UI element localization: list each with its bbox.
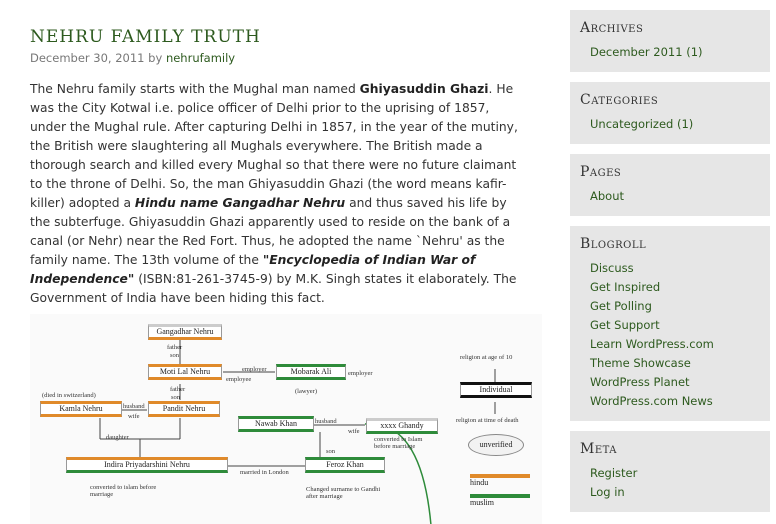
blogroll-link[interactable]: Get Support bbox=[590, 318, 660, 332]
label-son-3: son bbox=[326, 448, 336, 455]
widget-meta bbox=[570, 431, 770, 512]
legend-hindu: hindu bbox=[470, 474, 530, 488]
body-bold-1: Ghiyasuddin Ghazi bbox=[359, 82, 489, 96]
node-motilal: Moti Lal Nehru bbox=[148, 364, 222, 380]
body-bold-3: "Encyclopedia of Indian War of Independence" bbox=[30, 253, 476, 286]
blogroll-link[interactable]: Discuss bbox=[590, 261, 634, 275]
label-converted-2: converted to islam before marriage bbox=[90, 484, 157, 498]
node-feroz: Feroz Khan bbox=[305, 457, 385, 473]
post-title[interactable]: NEHRU FAMILY TRUTH bbox=[30, 27, 261, 47]
legend-individual: Individual bbox=[460, 382, 532, 398]
post-body bbox=[30, 80, 528, 308]
legend-religion-age: religion at age of 10 bbox=[460, 354, 513, 361]
body-text-2: . He was the City Kotwal i.e. police officer of Delhi prior to the uprising of 1857, under the Mughal rule. After capturing Delhi in 1857, in the year of the mutiny, the British were slaughtering all Mughals everywhere. The British made a thorough search and killed every Mughal so that there were no future claimant to the throne of Delhi. So, the man Ghiyasuddin Ghazi (the word means kafir-killer) adopted a bbox=[30, 82, 518, 210]
label-married: married in London bbox=[240, 469, 289, 476]
label-converted-1: converted to Islam before marriage bbox=[374, 436, 423, 450]
post-author-link[interactable]: nehrufamily bbox=[165, 51, 236, 65]
label-employer-right: employer bbox=[348, 370, 373, 377]
blogroll-link[interactable]: WordPress Planet bbox=[590, 375, 690, 389]
label-wife: wife bbox=[128, 413, 140, 420]
body-bold-2: Hindu name Gangadhar Nehru bbox=[134, 196, 346, 210]
post-by: by bbox=[148, 51, 163, 65]
label-husband: husband bbox=[123, 403, 145, 410]
body-text-1: The Nehru family starts with the Mughal man named bbox=[30, 82, 360, 96]
label-son-1: son bbox=[170, 352, 180, 359]
blogroll-link[interactable]: Learn WordPress.com bbox=[590, 337, 714, 351]
node-mobarak: Mobarak Ali bbox=[276, 364, 346, 380]
body-text-3: and thus saved his life by the subterfuge. Ghiyasuddin Ghazi apparently used to reside on the bank of a canal (or Nehr) near the Red Fort. Thus, he adopted the name `Nehru' as the family name. The 13th volume of the bbox=[30, 196, 511, 267]
widget-title-archives: Archives bbox=[580, 20, 644, 36]
post-meta bbox=[30, 50, 550, 66]
label-lawyer: (lawyer) bbox=[295, 388, 318, 395]
node-gangadhar: Gangadhar Nehru bbox=[148, 324, 222, 340]
widget-title-pages: Pages bbox=[580, 164, 622, 180]
widget-title-categories: Categories bbox=[580, 92, 659, 108]
label-son-2: son bbox=[171, 394, 181, 401]
post-date: December 30, 2011 bbox=[30, 51, 145, 65]
blogroll-link[interactable]: Get Polling bbox=[590, 299, 652, 313]
widget-categories bbox=[570, 82, 770, 144]
meta-link-login[interactable]: Log in bbox=[590, 485, 625, 499]
meta-link-register[interactable]: Register bbox=[590, 466, 638, 480]
post bbox=[30, 26, 550, 308]
label-employer-top: employer bbox=[242, 366, 267, 373]
widget-title-meta: Meta bbox=[580, 441, 617, 457]
label-father-2: father bbox=[170, 386, 186, 393]
node-kamla: Kamla Nehru bbox=[40, 401, 122, 417]
widget-title-blogroll: Blogroll bbox=[580, 236, 647, 252]
blogroll-link[interactable]: Get Inspired bbox=[590, 280, 661, 294]
label-changed: Changed surname to Gandhi after marriage bbox=[306, 486, 381, 500]
label-employee: employee bbox=[226, 376, 252, 383]
family-tree-diagram bbox=[30, 314, 542, 524]
blogroll-link[interactable]: WordPress.com News bbox=[590, 394, 713, 408]
label-daughter: daughter bbox=[106, 434, 129, 441]
archive-link[interactable]: December 2011 (1) bbox=[590, 45, 703, 59]
legend-muslim: muslim bbox=[470, 494, 530, 508]
body-text-4: (ISBN:81-261-3745-9) by M.K. Singh states it elaborately. The Government of India have been hiding this fact. bbox=[30, 272, 517, 305]
blogroll-link[interactable]: Theme Showcase bbox=[590, 356, 691, 370]
category-link[interactable]: Uncategorized (1) bbox=[590, 117, 694, 131]
label-wife-2: wife bbox=[348, 428, 360, 435]
legend-death: religion at time of death bbox=[456, 417, 519, 424]
label-husband-2: husband bbox=[315, 418, 337, 425]
widget-pages bbox=[570, 154, 770, 216]
sidebar bbox=[570, 10, 770, 522]
node-ghandy: xxxx Ghandy bbox=[366, 418, 438, 434]
node-pandit: Pandit Nehru bbox=[148, 401, 220, 417]
widget-archives bbox=[570, 10, 770, 72]
widget-blogroll bbox=[570, 226, 770, 421]
page-link-about[interactable]: About bbox=[590, 189, 625, 203]
node-indira: Indira Priyadarshini Nehru bbox=[66, 457, 228, 473]
label-father-1: father bbox=[167, 344, 183, 351]
node-nawab: Nawab Khan bbox=[238, 416, 314, 432]
label-died: (died in switzerland) bbox=[42, 392, 96, 399]
legend-unverified: unverified bbox=[468, 434, 524, 456]
